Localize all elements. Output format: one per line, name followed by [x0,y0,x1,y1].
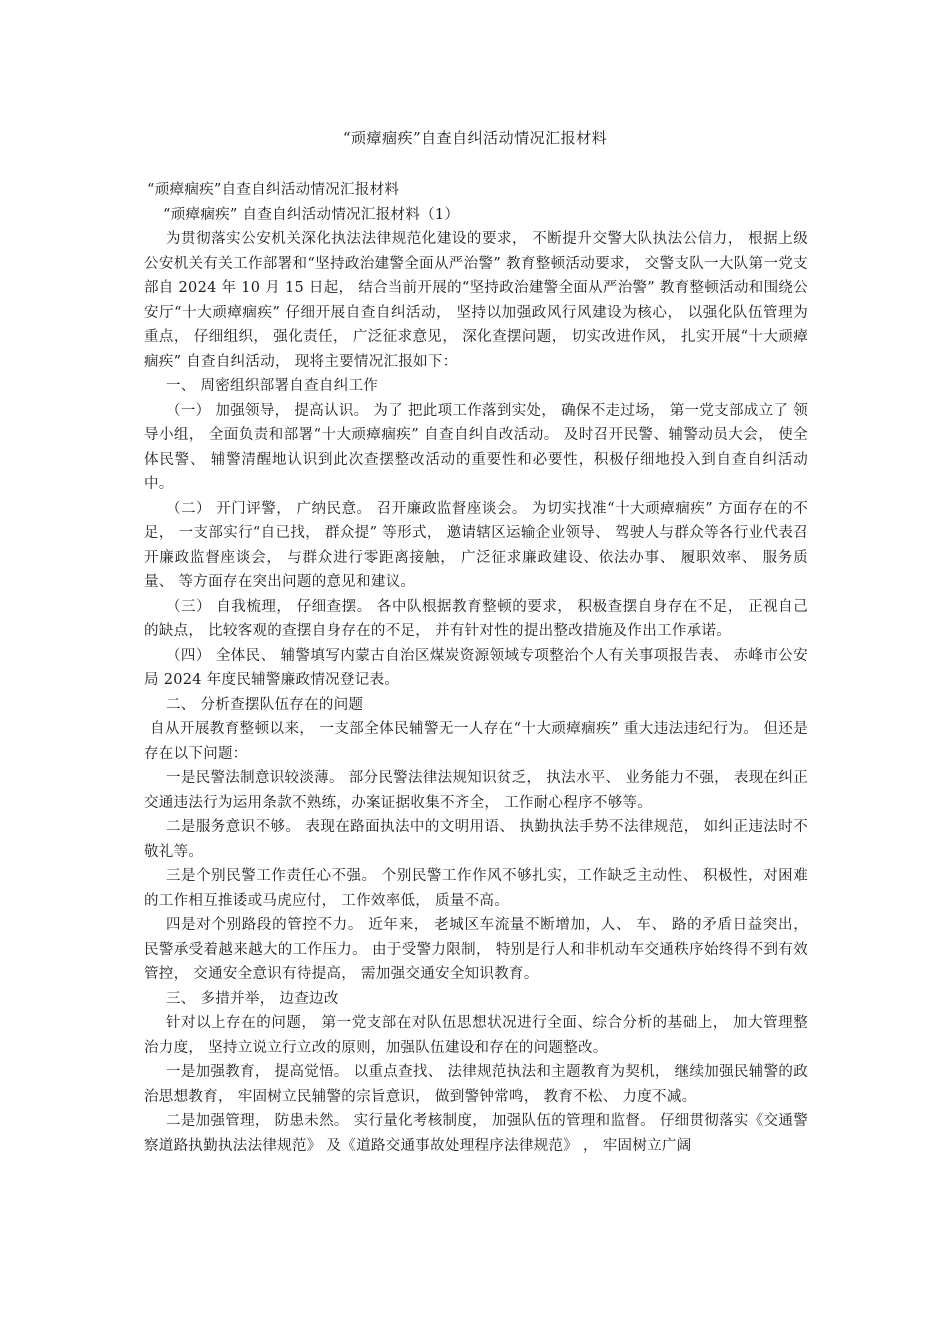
body-paragraph: （二） 开门评警， 广纳民意。 召开廉政监督座谈会。 为切实找准“十大顽瘴痼疾” 方面存在的不足， 一支部实行“自已找， 群众提” 等形式， 邀请辖区运输企业领导、 驾驶人与群众等各行业代表召开廉政监督座谈会， 与群众进行零距离接触， 广泛征求廉政建设、依法办事、 履职效率、 服务质量、 等方面存在突出问题的意见和建议。 [144,500,808,590]
body-paragraph: 自从开展教育整顿以来， 一支部全体民辅警无一人存在“十大顽瘴痼疾” 重大违法违纪行为。 但还是存在以下问题： [144,721,808,762]
body-paragraph: 二是服务意识不够。 表现在路面执法中的文明用语、 执勤执法手势不法律规范， 如纠正违法时不敬礼等。 [144,819,808,860]
body-paragraph: 针对以上存在的问题， 第一党支部在对队伍思想状况进行全面、综合分析的基础上， 加大管理整治力度， 坚持立说立行立改的原则，加强队伍建设和存在的问题整改。 [144,1015,808,1056]
body-paragraph: （三） 自我梳理， 仔细查摆。 各中队根据教育整顿的要求， 积极查摆自身存在不足， 正视自己的缺点， 比较客观的查摆自身存在的不足， 并有针对性的提出整改措施及作出工作承诺。 [144,598,808,639]
body-paragraph: 四是对个别路段的管控不力。 近年来， 老城区车流量不断增加，人、 车、 路的矛盾日益突出， 民警承受着越来越大的工作压力。 由于受警力限制， 特别是行人和非机动车交通秩序始终得不到有效管控， 交通安全意识有待提高， 需加强交通安全知识教育。 [144,917,808,982]
document-title: “顽瘴痼疾”自查自纠活动情况汇报材料 [342,129,608,147]
body-paragraph: 一是加强教育， 提高觉悟。 以重点查找、 法律规范执法和主题教育为契机， 继续加强民辅警的政治思想教育， 牢固树立民辅警的宗旨意识， 做到警钟常鸣， 教育不松、 力度不减。 [144,1064,808,1105]
body-paragraph: 为贯彻落实公安机关深化执法法律规范化建设的要求， 不断提升交警大队执法公信力， 根据上级公安机关有关工作部署和“坚持政治建警全面从严治警” 教育整顿活动要求， 交警支队一大队第一党支部自 2024 年 10 月 15 日起， 结合当前开展的“坚持政治建警全面从严治警” 教育整顿活动和围绕公安厅“十大顽瘴痼疾” 仔细开展自查自纠活动， 坚持以加强政风行风建设为核心， 以强化队伍管理为重点， 仔细组织， 强化责任， 广泛征求意见， 深化查摆问题， 切实改进作风， 扎实开展“十大顽瘴痼疾” 自查自纠活动， 现将主要情况汇报如下： [144,231,808,370]
body-paragraph: （四） 全体民、 辅警填写内蒙古自治区煤炭资源领域专项整治个人有关事项报告表、 赤峰市公安局 2024 年度民辅警廉政情况登记表。 [144,647,808,688]
body-paragraph: 三是个别民警工作责任心不强。 个别民警工作作风不够扎实，工作缺乏主动性、 积极性，对困难的工作相互推诿或马虎应付， 工作效率低， 质量不高。 [144,868,808,909]
subtitle-line: “顽瘴痼疾” 自查自纠活动情况汇报材料（1） [163,206,460,223]
subtitle-line: “顽瘴痼疾”自查自纠活动情况汇报材料 [147,182,400,198]
body-paragraph: 二是加强管理， 防患未然。 实行量化考核制度， 加强队伍的管理和监督。 仔细贯彻落实《交通警察道路执勤执法法律规范》 及《道路交通事故处理程序法律规范》 ， 牢固树立广阔 [144,1113,808,1154]
section-heading: 二、 分析查摆队伍存在的问题 [166,696,364,713]
body-paragraph: 一是民警法制意识较淡薄。 部分民警法律法规知识贫乏， 执法水平、 业务能力不强， 表现在纠正交通违法行为运用条款不熟练，办案证据收集不齐全， 工作耐心程序不够等。 [144,770,808,811]
body-paragraph: （一） 加强领导， 提高认识。 为了 把此项工作落到实处， 确保不走过场， 第一党支部成立了 领导小组， 全面负责和部署“十大顽瘴痼疾” 自查自纠自改活动。 及时召开民警、辅警动员大会， 使全体民警、 辅警清醒地认识到此次查摆整改活动的重要性和必要性，积极仔细地投入到自查自纠活动中。 [144,402,808,492]
document-body [144,178,808,1158]
section-heading: 一、 周密组织部署自查自纠工作 [166,378,379,394]
section-heading: 三、 多措并举， 边查边改 [166,990,339,1007]
